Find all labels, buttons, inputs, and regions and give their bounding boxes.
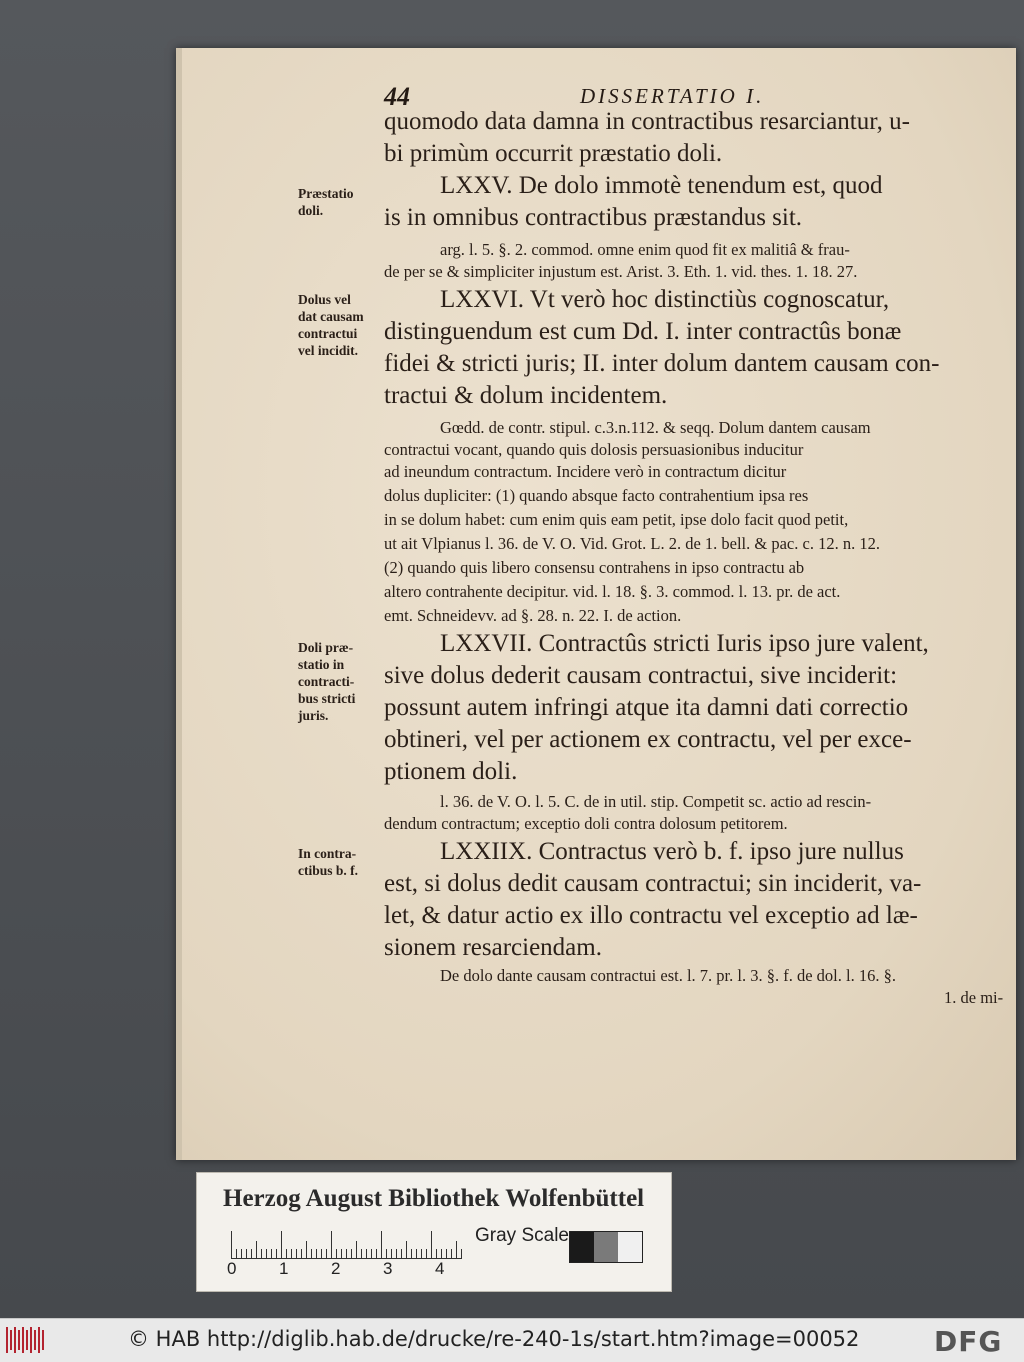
logo-bar	[42, 1330, 44, 1350]
ruler-tick	[451, 1249, 452, 1259]
ruler-tick	[291, 1249, 292, 1259]
ruler-tick	[301, 1249, 302, 1259]
ruler-tick	[381, 1231, 382, 1259]
logo-bar	[26, 1330, 28, 1350]
text-line: arg. l. 5. §. 2. commod. omne enim quod fit ex malitiâ & frau-	[440, 240, 850, 259]
text-line: sionem resarciendam.	[384, 934, 602, 961]
marginal-note: Præstatio	[298, 186, 354, 201]
ruler-tick	[406, 1241, 407, 1259]
text-line: distinguendum est cum Dd. I. inter contractûs bonæ	[384, 318, 902, 345]
ruler-tick	[386, 1249, 387, 1259]
text-line: obtineri, vel per actionem ex contractu, vel per exce-	[384, 726, 912, 753]
ruler-tick	[461, 1249, 462, 1259]
dfg-logo: DFG	[934, 1325, 1003, 1358]
text-line: quomodo data damna in contractibus resarciantur, u-	[384, 108, 910, 135]
ruler-tick	[321, 1249, 322, 1259]
ruler-number: 2	[331, 1259, 341, 1278]
text-line: sive dolus dederit causam contractui, sive inciderit:	[384, 662, 898, 689]
marginal-note: contracti-	[298, 674, 355, 689]
page-number: 44	[384, 82, 410, 111]
ruler-tick	[361, 1249, 362, 1259]
ruler-tick	[231, 1231, 232, 1259]
text-line: LXXV. De dolo immotè tenendum est, quod	[440, 172, 883, 199]
ruler-number: 3	[383, 1259, 393, 1278]
ruler-tick	[261, 1249, 262, 1259]
text-line: is in omnibus contractibus præstandus sit.	[384, 204, 803, 231]
swatch-cell	[618, 1232, 642, 1262]
ruler-tick	[411, 1249, 412, 1259]
ruler-tick	[311, 1249, 312, 1259]
marginal-note: ctibus b. f.	[298, 863, 359, 878]
swatch-cell	[594, 1232, 618, 1262]
text-line: dendum contractum; exceptio doli contra dolosum petitorem.	[384, 814, 788, 833]
ruler-tick	[236, 1249, 237, 1259]
ruler-tick	[266, 1249, 267, 1259]
ruler-number: 4	[435, 1259, 445, 1278]
text-line: dolus dupliciter: (1) quando absque facto contrahentium ipsa res	[384, 486, 809, 505]
ruler-tick	[251, 1249, 252, 1259]
text-line: l. 36. de V. O. l. 5. C. de in util. stip. Competit sc. actio ad rescin-	[440, 792, 872, 811]
text-line: (2) quando quis libero consensu contrahens in ipso contractu ab	[384, 558, 805, 577]
logo-bar	[6, 1327, 8, 1353]
gray-scale-swatch	[569, 1231, 643, 1263]
text-line: ut ait Vlpianus l. 36. de V. O. Vid. Grot. L. 2. de 1. bell. & pac. c. 12. n. 12.	[384, 534, 880, 553]
logo-bar	[38, 1327, 40, 1353]
logo-bar	[22, 1327, 24, 1353]
text-line: fidei & stricti juris; II. inter dolum dantem causam con-	[384, 350, 940, 377]
text-line: LXXVII. Contractûs stricti Iuris ipso jure valent,	[440, 630, 929, 657]
ruler-tick	[336, 1249, 337, 1259]
ruler-tick	[351, 1249, 352, 1259]
marginal-note: Doli præ-	[298, 640, 354, 655]
ruler-tick	[241, 1249, 242, 1259]
ruler-number: 0	[227, 1259, 237, 1278]
text-line: ad ineundum contractum. Incidere verò in contractum dicitur	[384, 462, 787, 481]
text-line: de per se & simpliciter injustum est. Arist. 3. Eth. 1. vid. thes. 1. 18. 27.	[384, 262, 858, 281]
ruler-tick	[421, 1249, 422, 1259]
ruler-tick	[441, 1249, 442, 1259]
ruler-tick	[286, 1249, 287, 1259]
marginal-note: juris.	[298, 708, 329, 723]
text-line: LXXIIX. Contractus verò b. f. ipso jure nullus	[440, 838, 904, 865]
ruler-tick	[281, 1231, 282, 1259]
marginal-note: doli.	[298, 203, 324, 218]
ruler-tick	[446, 1249, 447, 1259]
hab-logo-icon	[6, 1327, 48, 1353]
text-line: in se dolum habet: cum enim quis eam petit, ipse dolo facit quod petit,	[384, 510, 849, 529]
library-label	[196, 1172, 672, 1292]
ruler-tick	[246, 1249, 247, 1259]
text-line: De dolo dante causam contractui est. l. 7. pr. l. 3. §. f. de dol. l. 16. §.	[440, 966, 896, 985]
ruler-tick	[316, 1249, 317, 1259]
marginal-note: vel incidit.	[298, 343, 358, 358]
ruler-tick	[426, 1249, 427, 1259]
ruler-tick	[346, 1249, 347, 1259]
text-line: LXXVI. Vt verò hoc distinctiùs cognoscatur,	[440, 286, 890, 313]
ruler-tick	[306, 1241, 307, 1259]
logo-bar	[34, 1330, 36, 1350]
ruler-tick	[326, 1249, 327, 1259]
text-line: Gœdd. de contr. stipul. c.3.n.112. & seqq. Dolum dantem causam	[440, 418, 871, 437]
text-line: emt. Schneidevv. ad §. 28. n. 22. I. de action.	[384, 606, 682, 625]
ruler-tick	[371, 1249, 372, 1259]
ruler-tick	[456, 1241, 457, 1259]
scale-ruler	[231, 1231, 471, 1259]
text-line: let, & datur actio ex illo contractu vel exceptio ad læ-	[384, 902, 918, 929]
footer-copyright[interactable]: © HAB http://diglib.hab.de/drucke/re-240-1s/start.htm?image=00052	[128, 1327, 860, 1351]
ruler-tick	[391, 1249, 392, 1259]
ruler-tick	[436, 1249, 437, 1259]
ruler-tick	[296, 1249, 297, 1259]
text-line: ptionem doli.	[384, 758, 518, 785]
text-line: possunt autem infringi atque ita damni dati correctio	[384, 694, 909, 721]
ruler-tick	[331, 1231, 332, 1259]
ruler-tick	[366, 1249, 367, 1259]
swatch-cell	[570, 1232, 594, 1262]
text-line: tractui & dolum incidentem.	[384, 382, 668, 409]
marginal-note: contractui	[298, 326, 358, 341]
text-line: bi primùm occurrit præstatio doli.	[384, 140, 723, 167]
ruler-tick	[376, 1249, 377, 1259]
ruler-tick	[256, 1241, 257, 1259]
text-line: altero contrahente decipitur. vid. l. 18. §. 3. commod. l. 13. pr. de act.	[384, 582, 841, 601]
logo-bar	[10, 1330, 12, 1350]
logo-bar	[18, 1330, 20, 1350]
text-line: 1. de mi-	[944, 988, 1004, 1007]
marginal-note: dat causam	[298, 309, 364, 324]
ruler-tick	[271, 1249, 272, 1259]
ruler-tick	[341, 1249, 342, 1259]
logo-bar	[30, 1327, 32, 1353]
marginal-note: In contra-	[298, 846, 357, 861]
ruler-tick	[416, 1249, 417, 1259]
ruler-tick	[431, 1231, 432, 1259]
footer-bar	[0, 1318, 1024, 1362]
logo-bar	[14, 1327, 16, 1353]
gray-scale-label: Gray Scale	[475, 1225, 569, 1246]
text-line: est, si dolus dedit causam contractui; sin inciderit, va-	[384, 870, 922, 897]
ruler-tick	[356, 1241, 357, 1259]
text-line: contractui vocant, quando quis dolosis persuasionibus inducitur	[384, 440, 804, 459]
ruler-tick	[276, 1249, 277, 1259]
running-head: DISSERTATIO I.	[580, 84, 765, 108]
library-title: Herzog August Bibliothek Wolfenbüttel	[223, 1185, 645, 1212]
ruler-tick	[401, 1249, 402, 1259]
marginal-note: statio in	[298, 657, 345, 672]
ruler-number: 1	[279, 1259, 289, 1278]
marginal-note: bus stricti	[298, 691, 356, 706]
marginal-note: Dolus vel	[298, 292, 351, 307]
ruler-tick	[396, 1249, 397, 1259]
